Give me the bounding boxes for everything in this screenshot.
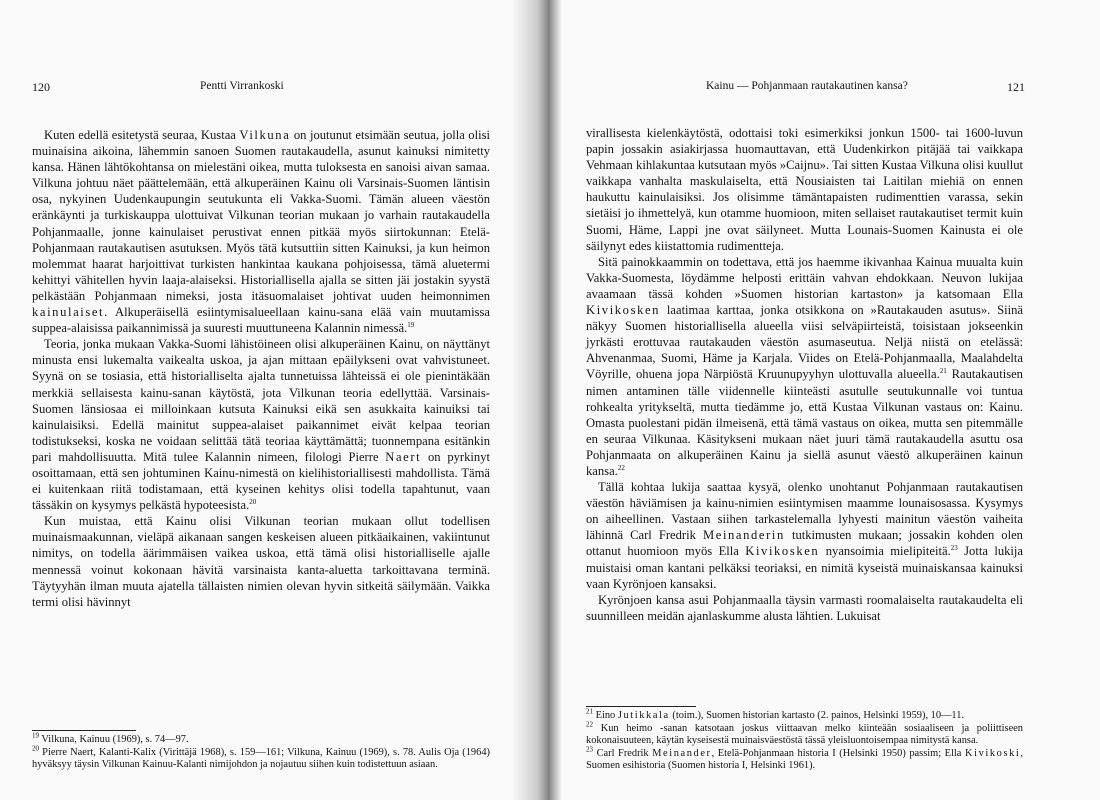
paragraph: Teoria, jonka mukaan Vakka-Suomi lähistöineen olisi alkuperäinen Kainu, on näyttänyt minusta ensi lukemalta vaikealta uskoa, ja ajan mittaan epäilykseni ovat vahvistuneet. Syynä on se tosiasia, että historialliselta ajalta tunnetuissa lähteissä ei ole pienintäkään merkkiä sellaisesta kainu-sanan käytöstä, jota Vilkunan teoria edellyttää. Varsinais-Suomen länsiosaa ei milloinkaan kutsuta Kainuksi eikä sen asukkaita kainuiksi tai kainulaisiksi. Edellä mainitut suppea-alaiset paikannimet eivät kelpaa teorian todistukseksi, koska ne voidaan selittää tätä teoriaa käyttämättä; tuonnempana esitänkin pari mahdollisuutta. Mitä tulee Kalannin nimeen, filologi Pierre Naert on pyrkinyt osoittamaan, että sen johtuminen Kainu-nimestä on kielihistoriallisesti mahdollista. Tämä ei kuitenkaan riitä todistamaan, että kyseinen kehitys olisi todella tapahtunut, vaan tässäkin on kysymys pelkästä hypoteesista.$^{20}$ [32,337,490,513]
footnote: $^{20}$ Pierre Naert, Kalanti-Kalix (Virittäjä 1968), s. 159—161; Vilkuna, Kainuu (1969), s. 78. Aulis Oja (1964) hyväksyy täysin Vilkunan Kainuu-Kalanti nimijohdon ja nojautuu siihen kuin todistettuun asiaan. [32,744,490,771]
footnote-rule [586,706,696,707]
page-number: 121 [1007,80,1025,94]
footnote-rule [32,730,136,731]
paragraph: Kuten edellä esitetystä seuraa, Kustaa Vilkuna on joutunut etsimään seutua, jolla olisi muinaisina aikoina, lähemmin sanoen Suomen rautakaudella, asunut kainuksi nimitetty kansa. Hänen lähtökohtansa on mielestäni oikea, mutta tuloksesta en sanoisi aivan samaa. Vilkuna johtuu näet päättelemään, että alkuperäinen Kainu oli Varsinais-Suomen läntisin osa, nykyinen Uudenkaupungin seutukunta eli Vakka-Suomi. Tämän alueen väestön eränkäynti ja turkiskauppa ulottuivat Vilkunan teorian mukaan jo varhain rautakaudella Pohjanmaalle, jonne kainulaiset perustivat ennen pitkää myös siirtokunnan: Etelä-Pohjanmaan rautakautisen asutuksen. Myös tätä kutsuttiin sitten Kainuksi, ja kun heimon molemmat haarat harjoittivat turkisten hankintaa kaukana pohjoisessa, tämä aluetermi kehittyi vähitellen hyvin laaja-alaiseksi. Historiallisella ajalla se sitten jäi jostakin syystä pelkästään Pohjanmaan nimeksi, josta itäsuomalaiset johtivat uuden heimonnimen kainulaiset. Alkuperäisellä esiintymisalueellaan kainu-sana elää vain muutamissa suppea-alaisissa paikannimissä ja suuresti muuttuneena Kalannin nimessä.$^{19}$ [32,128,490,336]
paragraph: Sitä painokkaammin on todettava, että jos haemme ikivanhaa Kainua muualta kuin Vakka-Suomesta, löydämme helposti erittäin vahvan ehdokkaan. Neuvon lukijaa avaamaan tässä kohden »Suomen historian kartaston» ja katsomaan Ella Kivikosken laatimaa karttaa, jonka otsikkona on »Rautakauden asutus». Siinä näkyy Suomen historiallisella alueella viisi selväpiirteistä, toisistaan jokseenkin jyrkästi erottuvaa rautakauden väestön asumaseutua. Neljä niistä on etelässä: Ahvenanmaa, Suomi, Häme ja Karjala. Viides on Etelä-Pohjanmaalla, Maalahdelta Vöyrille, ohuena jopa Närpiöstä Kruunupyyhyn ulottuvalla alueella.$^{21}$ Rautakautisen nimen antaminen tälle viidennelle kiinteästi asutulle seutukunnalle voi tuntua rohkealta yritykseltä, mutta tiedämme jo, että Kustaa Vilkunan vastaus on: Kainu. Omasta puolestani pidän ilmeisenä, että tämä vastaus on oikea, mutta sen pitemmälle en seuraa Vilkunaa. Käsitykseni mukaan näet juuri tämä rautakaudella asuttu osa Pohjanmaata on alkuperäinen Kainu ja siellä asunut väestö alkuperäinen kainun kansa.$^{22}$ [586,254,1023,478]
body-text [586,125,1023,624]
footnote-ref: 20 [249,497,257,506]
running-head: Pentti Virrankoski [200,80,284,92]
right-page [548,0,1100,800]
footnotes [586,707,1023,773]
paragraph: Tällä kohtaa lukija saattaa kysyä, olenko unohtanut Pohjanmaan rautakautisen väestön häviämisen ja kainu-nimien esiintymisen maamme lounaisosassa. Kysymys on aiheellinen. Vastaan siihen tarkastelemalla lyhyesti mainitun väestön vaiheita lähinnä Carl Fredrik Meinanderin tutkimusten mukaan; jossakin kohden olen ottanut huomioon myös Ella Kivikosken nyansoimia mielipiteitä.$^{23}$ Jotta lukija muistaisi oman kantani pelkäksi teoriaksi, en nimitä kyseistä muinaiskansaa kainuksi vaan Kyrönjoen kansaksi. [586,480,1023,591]
footnotes [32,731,490,772]
footnote-ref: 21 [939,367,947,376]
footnote: $^{22}$ Kun heimo -sanan katsotaan joskus viittaavan melko kiinteään sosiaaliseen ja poliittiseen kokonaisuuteen, käytän kyseisestä muinaisväestöstä tässä yleisluontoisempaa nimitystä kansa. [586,720,1023,747]
paragraph: virallisesta kielenkäytöstä, odottaisi toki esimerkiksi jonkun 1500- tai 1600-luvun papin jossakin asiakirjassa huomauttavan, että Uudenkirkon pitäjää tai vaikkapa Vehmaan kihlakuntaa kutsutaan myös »Caijnu». Tai sitten Kustaa Vilkuna olisi kuullut vaikkapa vanhalta maskulaiselta, että Nousiaisten tai Laitilan miehiä on ennen haukuttu kainulaisiksi. Jos olisimme tämäntapaisten rudimenttien varassa, sekin sietäisi jo ihmettelyä, kun otamme huomioon, miten sellaiset rautakautiset termit kuin Suomi, Häme, Lappi jne ovat säilyneet. Mutta Lounais-Suomen Kainusta ei ole säilynyt edes kiistattomia rudimentteja. [586,126,1023,253]
paragraph: Kyrönjoen kansa asui Pohjanmaalla täysin varmasti roomalaiselta rautakaudelta eli suunnilleen meidän ajanlaskumme alusta lähtien. Lukuisat [586,592,1023,623]
left-page [0,0,548,800]
footnote-ref: 19 [407,320,415,329]
running-head: Kainu — Pohjanmaan rautakautinen kansa? [706,80,908,92]
footnote: $^{21}$ Eino Jutikkala (toim.), Suomen historian kartasto (2. painos, Helsinki 1959), 10—11. [586,707,965,721]
footnote-ref: 22 [617,463,625,472]
paragraph: Kun muistaa, että Kainu olisi Vilkunan teorian mukaan ollut todellisen muinaismaakunnan, vieläpä aikanaan sangen keskeisen alueen pitkäaikainen, vakiintunut nimitys, on todella äärimmäisen vaikea uskoa, että tämä olisi historialliselle ajalle mennessä voinut kokonaan hävitä varsinaista kanta-aluetta tarkoittavana terminä. Täytyyhän ilman muuta ajatella tällaisten nimien olevan hyvin sitkeitä säilymään. Vaikka termi olisi hävinnyt [32,514,490,609]
footnote: $^{19}$ Vilkuna, Kainuu (1969), s. 74—97. [32,731,189,745]
footnote: $^{23}$ Carl Fredrik Meinander, Etelä-Pohjanmaan historia I (Helsinki 1950) passim; Ella Kivikoski, Suomen esihistoria (Suomen historia I, Helsinki 1961). [586,745,1023,772]
body-text [32,127,490,610]
page-number: 120 [32,80,50,94]
footnote-ref: 23 [950,544,958,553]
